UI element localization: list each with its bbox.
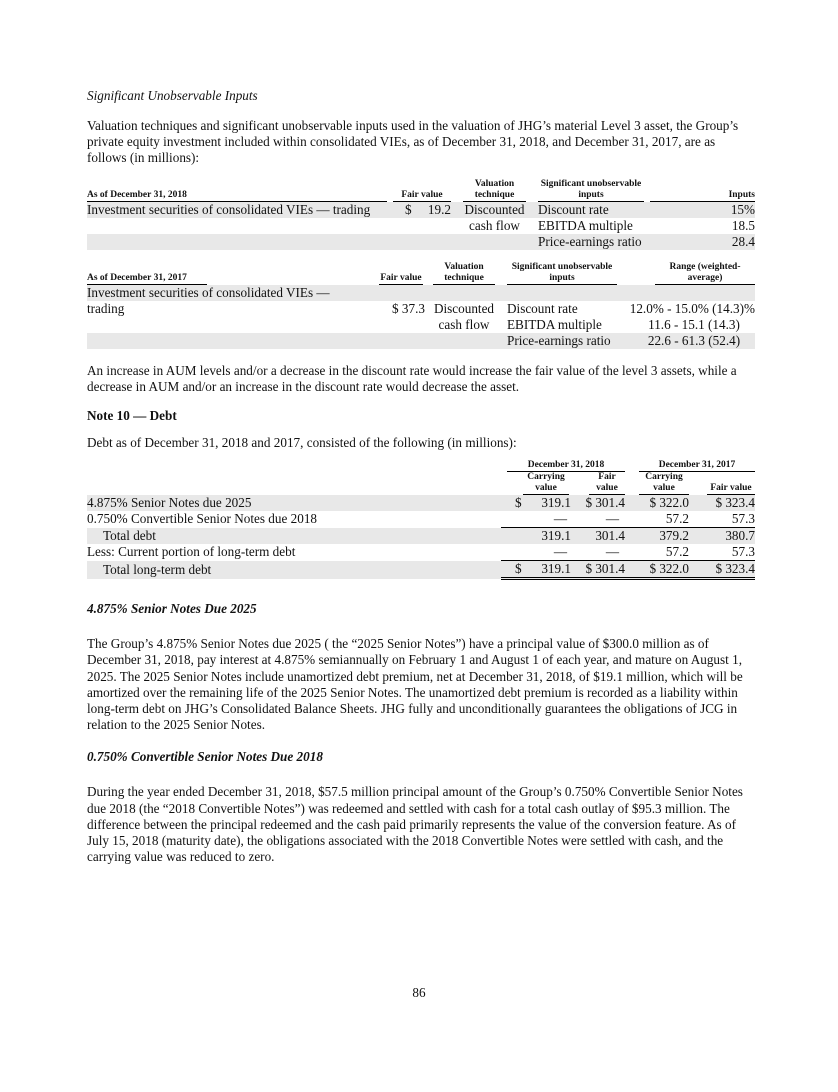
fair-2017: 57.3 [693,511,755,528]
header-significant-inputs: Significant unobservable inputs [507,262,617,285]
carrying-2017: 57.2 [629,544,693,561]
input-value: 28.4 [650,234,755,250]
carrying-2017: $ 322.0 [629,561,693,579]
input-name: Discount rate [532,202,650,218]
fair-value: 19.2 [427,201,451,217]
carrying-2017: 57.2 [629,511,693,528]
header-fair-value: Fair value [380,272,422,283]
row-label: trading [87,300,125,316]
row-label: Less: Current portion of long-term debt [87,544,296,560]
header-carrying-2017: Carrying value [639,472,689,495]
technique: cash flow [469,217,520,233]
table-row [87,218,755,234]
input-name: Price-earnings ratio [532,234,650,250]
fair-value: $ 37.3 [392,300,425,316]
header-carrying-2018: Carrying value [523,472,569,495]
row-label: Total long-term debt [87,561,501,579]
header-dec-2017: December 31, 2017 [639,460,755,472]
note-10-heading: Note 10 — Debt [87,408,177,424]
table-2017 [87,262,755,349]
convertible-notes-2018-heading: 0.750% Convertible Senior Notes Due 2018 [87,749,323,765]
table-row [87,234,755,250]
technique: Discounted [457,202,532,218]
carrying-2018: 319.1 [541,495,571,511]
table-row [87,285,755,301]
technique: cash flow [438,316,490,332]
fair-2018: $ 301.4 [579,561,629,579]
row-label: Investment securities of consolidated VIEs — trading [87,202,387,218]
range-value: 22.6 - 61.3 (52.4) [621,333,755,349]
input-name: EBITDA multiple [538,217,633,233]
table-row [87,495,755,511]
dollar-sign: $ [515,495,522,511]
senior-notes-2025-paragraph: The Group’s 4.875% Senior Notes due 2025 ( the “2025 Senior Notes”) have a principal value of $300.0 million as of December 31, 2018, pay interest at 4.875% semiannually on February 1 and August 1 of each year, and mature on August 1, 2025. The 2025 Senior Notes include unamortized debt premium, net at December 31, 2018, of $19.1 million, which will be amortized over the remaining life of the 2025 Senior Notes. The unamortized debt premium is recorded as a liability within long-term debt on JHG’s Consolidated Balance Sheets. JHG fully and unconditionally guarantees the obligations of JCG in relation to the 2025 Senior Notes. [87,636,743,733]
fair-2018: 301.4 [579,528,629,545]
input-value: 15% [650,202,755,218]
header-range: Range (weighted-average) [655,262,755,285]
fair-2017: 57.3 [693,544,755,561]
fair-2018: — [579,511,629,528]
table-row [87,333,755,349]
header-valuation-technique: Valuation technique [463,179,526,202]
range-value: 11.6 - 15.1 (14.3) [648,316,740,332]
header-as-of-2018: As of December 31, 2018 [87,190,387,202]
section-heading: Significant Unobservable Inputs [87,88,258,103]
fair-2017: 380.7 [693,528,755,545]
header-fair-2017: Fair value [707,483,755,495]
carrying-2017: 379.2 [629,528,693,545]
note-10-intro: Debt as of December 31, 2018 and 2017, consisted of the following (in millions): [87,435,517,451]
dollar-sign: $ [405,201,412,217]
fair-2017: $ 323.4 [693,495,755,511]
debt-table [87,460,755,580]
document-page [87,88,755,865]
table-row [87,528,755,545]
carrying-2018: — [553,511,567,527]
header-fair-2018: Fair value [589,472,625,495]
row-label: Total debt [87,528,501,545]
input-value: 18.5 [731,217,755,233]
carrying-2017: $ 322.0 [629,495,693,511]
row-label: Investment securities of consolidated VIEs — [87,285,377,301]
dollar-sign: $ [515,561,522,577]
row-label: 4.875% Senior Notes due 2025 [87,495,501,511]
header-fair-value: Fair value [393,190,451,202]
carrying-2018: 319.1 [541,561,571,577]
intro-paragraph: Valuation techniques and significant unobservable inputs used in the valuation of JHG’s material Level 3 asset, the Group’s private equity investment included within consolidated VIEs, as of December 31, 2018, and December 31, 2017, are as follows (in millions): [87,118,739,166]
convertible-notes-2018-paragraph: During the year ended December 31, 2018, $57.5 million principal amount of the Group’s 0.750% Convertible Senior Notes due 2018 (the “2018 Convertible Notes”) was redeemed and settled with cash for a total cash outlay of $95.3 million. The difference between the principal redeemed and the cash paid primarily represents the value of the conversion feature. As of July 15, 2018 (maturity date), the obligations associated with the 2018 Convertible Notes were settled with cash, and the carrying value was reduced to zero. [87,784,743,865]
aum-paragraph: An increase in AUM levels and/or a decrease in the discount rate would increase the fair value of the level 3 assets, while a decrease in AUM and/or an increase in the discount rate would decrease the asset. [87,362,737,394]
range-value: 12.0% - 15.0% (14.3)% [629,300,755,316]
table-row [87,202,755,218]
table-row [87,544,755,561]
header-significant-inputs: Significant unobservable inputs [538,179,644,202]
header-inputs: Inputs [650,190,755,202]
table-row [87,301,755,317]
table-row [87,317,755,333]
input-name: EBITDA multiple [507,316,602,332]
header-as-of-2017: As of December 31, 2017 [87,273,207,285]
table-2018 [87,179,755,250]
page-number: 86 [412,985,426,1000]
header-valuation-technique: Valuation technique [433,262,495,285]
input-name: Discount rate [507,300,578,316]
input-name: Price-earnings ratio [503,333,621,349]
table-row [87,511,755,528]
senior-notes-2025-heading: 4.875% Senior Notes Due 2025 [87,601,257,617]
header-dec-2018: December 31, 2018 [507,460,625,472]
carrying-2018: 319.1 [541,528,571,544]
technique: Discounted [433,300,495,316]
carrying-2018: — [553,544,567,560]
row-label: 0.750% Convertible Senior Notes due 2018 [87,511,318,527]
fair-2018: — [579,544,629,561]
table-row [87,561,755,579]
fair-2017: $ 323.4 [693,561,755,579]
fair-2018: $ 301.4 [579,495,629,511]
